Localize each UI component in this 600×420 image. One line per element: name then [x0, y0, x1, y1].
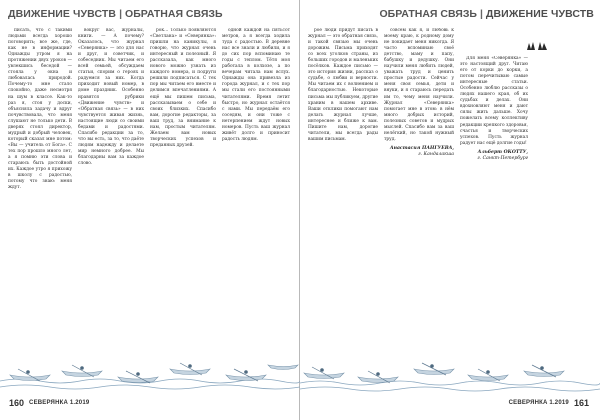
article-text: совсем как я, и любовь к моему краю, к родному дому не покидает меня никогда. Я часто вспоминаю своё детство, маму и папу, бабушку и дедушку. Они научили меня любить людей, уважать труд и ценить простые радости. Сейчас у меня своя семья, дети и внуки, и я стараюсь передать им то, чему меня научили. Журнал «Северянка» помогает мне в этом: в нём много добрых историй, полезных советов и мудрых мыслей. Спасибо вам за ваш нелёгкий, но такой нужный труд. [384, 28, 454, 142]
article-text: одной каждой на пятьсот метров, а я всегда ходила туда с радостью. В деревне нас все знали и любили, и я до сих пор вспоминаю те годы с теплом. Тётя моя работала в колхозе, а по вечерам читала нам вслух. Однажды она привезла из города журнал, и с тех пор мы стали его постоянными читателями. Время летит быстро, но журнал остаётся с нами. Мы передаём его соседям, и они тоже с нетерпением ждут новых номеров. Пусть ваш журнал живёт долго и приносит радость людям. [222, 28, 290, 142]
signature [384, 146, 454, 158]
magazine-issue: СЕВЕРЯНКА 1.2019 [508, 400, 569, 406]
header-separator: | [479, 8, 483, 20]
header-separator: | [119, 8, 123, 20]
signature-name: Анастасия ПАНГУЕВА, [389, 145, 454, 151]
boat-icon [62, 371, 102, 377]
magazine-issue: СЕВЕРЯНКА 1.2019 [29, 400, 90, 406]
left-footer [4, 396, 89, 410]
right-page-header [379, 5, 594, 23]
boat-icon [524, 371, 564, 377]
page-number: 160 [9, 398, 25, 408]
boat-icon [226, 375, 266, 381]
article-text: вокруг вас, журналы, книги. — А почему? Оказалось, что журнал «Северянка» — это для нас и друг, и советчик, и собеседник. Мы читаем его всей семьей, обсуждаем статьи, спорим о героях и радуемся за них. Когда приходит новый номер, в доме праздник. Особенно нравятся рубрики «Движение чувств» и «Обратная связь» — в них чувствуется живая жизнь, настоящие люди со своими бедами и радостями. Спасибо редакции за то, что вы есть, за то, что даёте людям надежду и делаете мир немного добрее. Мы благодарны вам за каждое слово. [78, 28, 144, 167]
rower-figure [26, 370, 30, 374]
hands-emblem-icon [526, 40, 548, 52]
boat-icon [268, 365, 298, 370]
article-text: рое люди придут писать в журнал — это обратная связь, и такой связью мы очень дорожим. Письма приходят со всех уголков страны, из больших городов и маленьких посёлков. Каждое письмо — это история жизни, рассказ о судьбе, о любви и верности. Мы читаем их с волнением и благодарностью. Некоторые письма мы публикуем, другие храним в нашем архиве. Ваши отклики помогают нам делать журнал лучше, интереснее и ближе к вам. Пишите нам, дорогие читатели, мы всегда рады вашим письмам. [308, 28, 378, 142]
rower-figure [376, 372, 380, 376]
signature-place: г. Кандалакша [418, 152, 454, 158]
wave-line [300, 381, 600, 385]
rower-figure [244, 370, 248, 374]
boat-icon [170, 369, 210, 375]
rower-figure [486, 370, 490, 374]
boat-icon [414, 369, 454, 375]
rower-figure [80, 366, 84, 370]
header-section-right: ОБРАТНАЯ СВЯЗЬ [379, 8, 477, 20]
wave-line [300, 387, 600, 391]
header-section-left: ДВИЖЕНИЕ ЧУВСТВ [8, 8, 117, 20]
page-number: 161 [573, 398, 589, 408]
boat-icon [468, 375, 508, 381]
left-column-1 [8, 28, 72, 358]
left-column-4 [222, 28, 290, 358]
rower-figure [136, 372, 140, 376]
rower-figure [188, 364, 192, 368]
article-text: писать, что с такими людьми всегда хорошо поговорить; все же, где, как не в информации? Однажды утром я на протяжении двух уроков — увлекшись беседой — стояла у окна и любовалась природой. Почему-то мне стало спокойно, даже несмотря на шум в классе. Как-то раз я, стоя у доски, объясняла задачу и вдруг почувствовала, что меня слушают не только дети. В дверях стоял директор, мудрый и добрый человек, который сказал мне потом: «Вы — учитель от Бога». С тех пор прошло много лет, а я помню эти слова и стараюсь быть достойной их. Каждое утро я прихожу в школу с радостью, потому что знаю: меня ждут. [8, 28, 72, 191]
header-section-left: ДВИЖЕНИЕ ЧУВСТВ [485, 8, 594, 20]
boats-illustration [300, 335, 600, 395]
right-page [300, 0, 600, 420]
rower-figure [540, 366, 544, 370]
signature [460, 150, 528, 162]
article-text: рок... Только появляются «Светлана» и «Северянка»: пришли на каникулы, я говорю, что журнал очень интересный и полезный. Я рассказала, как много нового можно узнать из каждого номера, и подруги решили подписаться. С тех пор мы читаем его вместе и делимся впечатлениями. А ещё мы пишем письма, рассказываем о себе и своих близких. Спасибо вам, дорогие редакторы, за ваш труд, за внимание к нам, простым читателям. Желаем вам новых творческих успехов и преданных друзей. [150, 28, 216, 148]
rower-figure [430, 364, 434, 368]
right-column-1 [308, 28, 378, 358]
boats-illustration [0, 335, 300, 395]
left-column-2 [78, 28, 144, 358]
wave-line [0, 385, 300, 389]
right-column-2 [384, 28, 454, 358]
right-footer [509, 396, 594, 410]
left-page-header [8, 5, 223, 23]
right-column-3 [460, 56, 528, 356]
left-column-3 [150, 28, 216, 358]
rower-figure [320, 368, 324, 372]
signature-place: г. Санкт-Петербург [477, 155, 528, 161]
header-section-right: ОБРАТНАЯ СВЯЗЬ [125, 8, 223, 20]
article-text: Для меня «Северянка» — это настоящий друг. Читаю его от корки до корки, а потом перечитываю самые интересные статьи. Особенно люблю рассказы о людях нашего края, об их судьбах и делах. Они вдохновляют меня и дают силы жить дальше. Хочу пожелать всему коллективу редакции крепкого здоровья, счастья и творческих успехов. Пусть журнал радует нас ещё долгие годы! [460, 56, 528, 146]
signature-name: Альберт ОКОТТУ, [477, 149, 528, 155]
